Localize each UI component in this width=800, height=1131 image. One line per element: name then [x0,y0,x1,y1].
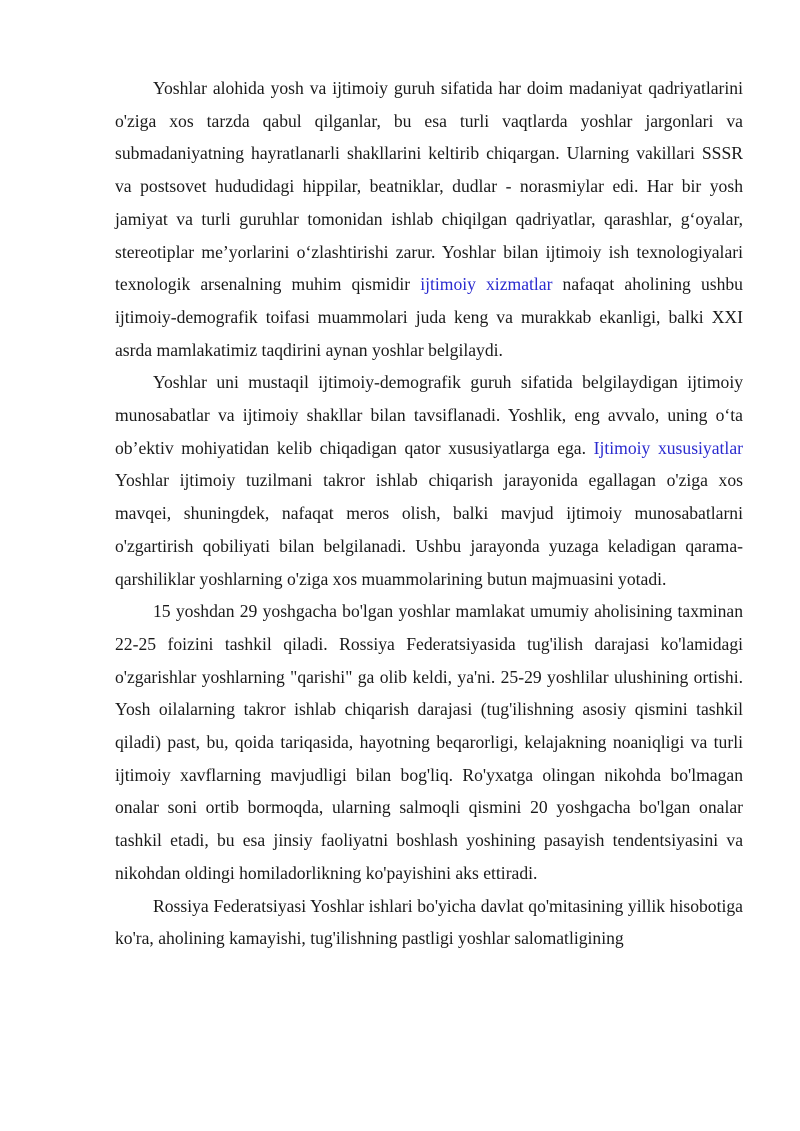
paragraph-text: Yoshlar alohida yosh va ijtimoiy guruh sifatida har doim madaniyat qadriyatlarini o'ziga xos tarzda qabul qilganlar, bu esa turli vaqtlarda yoshlar jargonlari va submadaniyatning hayratlanarli shakllarini keltirib chiqargan. Ularning vakillari SSSR va postsovet hududidagi hippilar, beatniklar, dudlar - norasmiylar edi. Har bir yosh jamiyat va turli guruhlar tomonidan ishlab chiqilgan qadriyatlar, qarashlar, g‘oyalar, stereotiplar me’yorlarini o‘zlashtirishi zarur. Yoshlar bilan ijtimoiy ish texnologiyalari texnologik arsenalning muhim qismidir [115,78,743,295]
paragraph-annual-report: Rossiya Federatsiyasi Yoshlar ishlari bo'yicha davlat qo'mitasining yillik hisobotiga ko'ra, aholining kamayishi, tug'ilishning pastligi yoshlar salomatligining [115,895,743,949]
document-page [115,72,743,955]
paragraph-text: Yoshlar ijtimoiy tuzilmani takror ishlab chiqarish jarayonida egallagan o'ziga xos mavqei, shuningdek, nafaqat meros olish, balki mavjud ijtimoiy munosabatlarni o'zgartirish qobiliyati bilan belgilanadi. Ushbu jarayonda yuzaga keladigan qarama-qarshiliklar yoshlarning o'ziga xos muammolarining butun majmuasini yotadi. [115,470,743,589]
paragraph-youth-values [115,72,743,366]
link-ijtimoiy-xususiyatlar[interactable]: Ijtimoiy xususiyatlar [593,437,743,458]
link-ijtimoiy-xizmatlar[interactable]: ijtimoiy xizmatlar [420,274,553,295]
paragraph-text: Yoshlar uni mustaqil ijtimoiy-demografik guruh sifatida belgilaydigan ijtimoiy munosabatlar va ijtimoiy shakllar bilan tavsiflanadi. Yoshlik, eng avvalo, uning o‘ta ob’ektiv mohiyatidan kelib chiqadigan qator xususiyatlarga ega. [115,372,743,458]
paragraph-text: nafaqat aholining ushbu ijtimoiy-demografik toifasi muammolari juda keng va murakkab ekanligi, balki XXI asrda mamlakatimiz taqdirini aynan yoshlar belgilaydi. [115,274,743,360]
paragraph-social-features [115,366,743,595]
paragraph-demographics: 15 yoshdan 29 yoshgacha bo'lgan yoshlar mamlakat umumiy aholisining taxminan 22-25 foizini tashkil qiladi. Rossiya Federatsiyasida tug'ilish darajasi ko'lamidagi o'zgarishlar yoshlarning "qarishi" ga olib keldi, ya'ni. 25-29 yoshlilar ulushining ortishi. Yosh oilalarning takror ishlab chiqarish darajasi (tug'ilishning asosiy qismini tashkil qiladi) past, bu, qoida tariqasida, hayotning beqarorligi, kelajakning noaniqligi va turli ijtimoiy xavflarning mavjudligi bilan bog'liq. Ro'yxatga olingan nikohda bo'lmagan onalar soni ortib bormoqda, ularning salmoqli qismini 20 yoshgacha bo'lgan onalar tashkil etadi, bu esa jinsiy faoliyatni boshlash yoshining pasayish tendentsiyasini va nikohdan oldingi homiladorlikning ko'payishini aks ettiradi. [115,601,743,883]
